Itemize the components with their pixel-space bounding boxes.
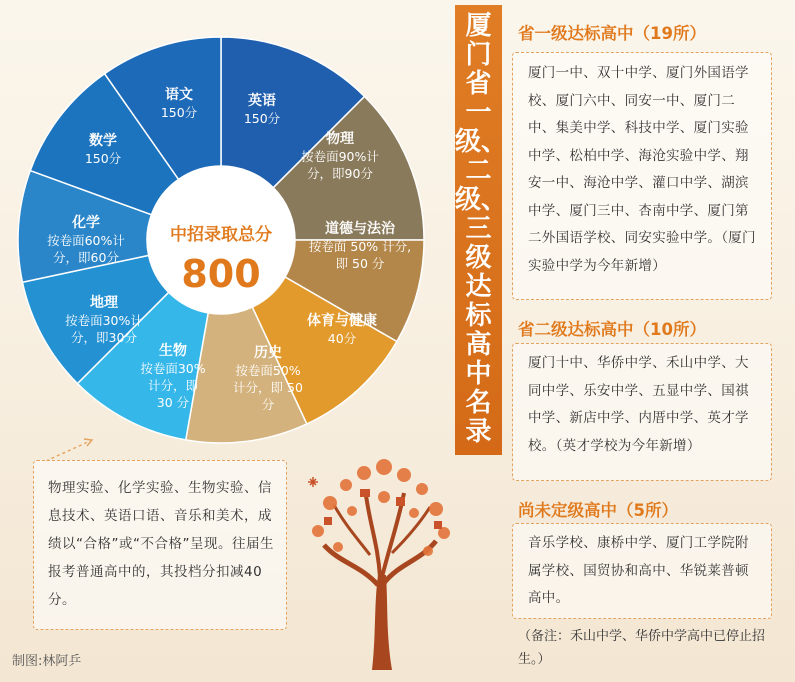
segment-body: 按卷面30% 计分，即 30 分 (140, 360, 206, 410)
section-text-unrated: 音乐学校、康桥中学、厦门工学院附属学校、国贸协和高中、华锐莱普顿高中。 (528, 535, 749, 606)
credit: 制图:林阿乒 (12, 654, 82, 669)
segment-body: 按卷面50% 计分，即 50 分 (233, 362, 303, 412)
segment-body: 按卷面30%计分，即30分 (65, 312, 143, 345)
section-text-level1: 厦门一中、双十中学、厦门外国语学校、厦门六中、同安一中、厦门二中、集美中学、科技中学、厦门实验中学、松柏中学、海沧实验中学、翔安一中、海沧中学、灌口中学、湖滨中学、厦门三中、杏南中学、厦门第二外国语学校、同安实验中学。（厦门实验中学为今年新增） (528, 65, 756, 274)
segment-label-chinese (148, 86, 210, 122)
section-text-level2: 厦门十中、华侨中学、禾山中学、大同中学、乐安中学、五显中学、国祺中学、新店中学、内厝中学、英才学校。（英才学校为今年新增） (528, 355, 749, 454)
segment-body: 40分 (327, 330, 357, 346)
segment-title: 数学 (89, 133, 117, 149)
segment-label-biology (140, 342, 206, 412)
footnote: （备注：禾山中学、华侨中学高中已停止招生。） (518, 629, 766, 667)
center-title: 中招录取总分 (170, 225, 272, 245)
tree-illustration (300, 445, 460, 675)
segment-body: 150分 (243, 110, 281, 126)
segment-body: 按卷面 50% 计分,即 50 分 (308, 238, 412, 271)
segment-title: 体育与健康 (307, 313, 377, 329)
segment-title: 地理 (90, 295, 118, 311)
segment-body: 150分 (160, 104, 198, 120)
total-score: 800 (181, 252, 261, 296)
segment-body: 按卷面90%计分，即90分 (301, 148, 379, 181)
segment-title: 化学 (72, 215, 100, 231)
section-title-unrated: 尚未定级高中（5所） (518, 501, 678, 520)
segment-label-chemistry (40, 214, 132, 267)
segment-title: 道德与法治 (325, 221, 395, 237)
segment-title: 生物 (159, 343, 187, 359)
section-title-level2: 省二级达标高中（10所） (518, 320, 706, 339)
segment-label-english (232, 92, 292, 128)
segment-label-math (72, 132, 134, 168)
segment-body: 150分 (84, 150, 122, 166)
vertical-title: 厦门省一级、二级、三级达标高中名录 (455, 11, 508, 447)
segment-label-ethics (306, 220, 414, 273)
segment-label-geography (56, 294, 152, 347)
segment-title: 语文 (165, 87, 193, 103)
segment-title: 物理 (326, 131, 354, 147)
segment-label-pe (296, 312, 388, 348)
note-text: 物理实验、化学实验、生物实验、信息技术、英语口语、音乐和美术，成绩以“合格”或“不合格”呈现。往届生报考普通高中的，其投档分扣减40分。 (48, 480, 274, 608)
segment-label-history (232, 344, 304, 414)
section-title-level1: 省一级达标高中（19所） (518, 24, 706, 43)
segment-title: 历史 (254, 345, 282, 361)
segment-label-physics (296, 130, 384, 183)
segment-body: 按卷面60%计分，即60分 (47, 232, 125, 265)
segment-title: 英语 (248, 93, 276, 109)
